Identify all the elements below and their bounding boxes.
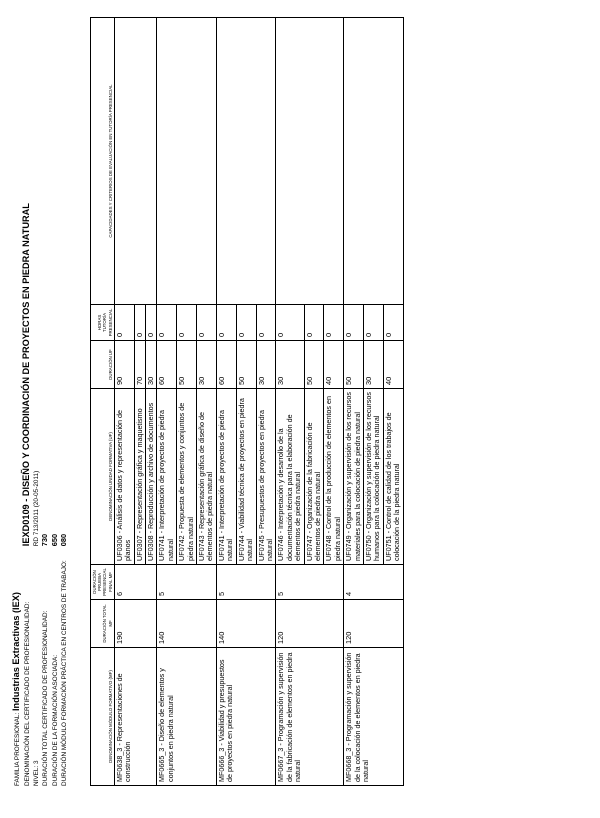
column-header-mf: DENOMINACIÓN MÓDULO FORMATIVO (MF) <box>91 648 115 786</box>
table-row <box>276 18 304 786</box>
module-name: MF0665_3 - Diseño de elementos y conjuntos en piedra natural <box>157 648 216 786</box>
unit-duration: 40 <box>324 341 344 389</box>
familia-value: Industrias Extractivas (IEX) <box>11 592 21 712</box>
module-final-test: 4 <box>344 565 403 600</box>
unit-name: UF0745 - Presupuestos de proyectos en piedra natural <box>256 389 276 565</box>
unit-tutoria: 0 <box>304 305 324 341</box>
column-header-duracion-mf: DURACIÓN TOTAL MF <box>91 600 115 648</box>
module-duration: 140 <box>216 600 275 648</box>
unit-duration: 50 <box>344 341 364 389</box>
unit-tutoria: 0 <box>383 305 403 341</box>
unit-tutoria: 0 <box>236 305 256 341</box>
duracion-modulo-line <box>60 26 69 786</box>
nivel-line <box>33 26 41 786</box>
module-name: MF0667_3 - Programación y supervisión de la fabricación de elementos en piedra natural <box>276 648 344 786</box>
unit-tutoria: 0 <box>177 305 197 341</box>
unit-name: UF0748 - Control de la producción de elementos en piedra natural <box>324 389 344 565</box>
column-header-uf: DENOMINACIÓN UNIDAD FORMATIVA (UF) <box>91 389 115 565</box>
unit-duration: 30 <box>256 341 276 389</box>
denominacion-line <box>22 26 32 786</box>
module-final-test: 6 <box>114 565 157 600</box>
unit-duration: 40 <box>383 341 403 389</box>
unit-name: UF0746 - Interpretación y desarrollo de la documentación técnica para la elaboración de elementos de piedra natural <box>276 389 304 565</box>
unit-tutoria: 0 <box>363 305 383 341</box>
module-final-test: 5 <box>157 565 216 600</box>
module-final-test: 5 <box>276 565 344 600</box>
modules-table-body <box>114 18 403 786</box>
module-duration: 190 <box>114 600 157 648</box>
module-final-test: 5 <box>216 565 275 600</box>
unit-name: UF0742 - Propuesta de elementos y conjuntos de piedra natural <box>177 389 197 565</box>
denominacion-label: DENOMINACIÓN DEL CERTIFICADO DE PROFESIONALIDAD: <box>24 601 32 786</box>
module-duration: 140 <box>157 600 216 648</box>
certificate-code: IEXD0109 <box>21 504 32 547</box>
unit-name: UF0307 - Representación gráfica y maquetismo <box>134 389 145 565</box>
unit-duration: 50 <box>304 341 324 389</box>
unit-tutoria: 0 <box>256 305 276 341</box>
module-name: MF0666_3 - Viabilidad y presupuestos de proyectos en piedra natural <box>216 648 275 786</box>
module-duration: 120 <box>344 600 403 648</box>
duracion-formacion-label: DURACIÓN DE LA FORMACIÓN ASOCIADA: <box>51 654 59 786</box>
table-row <box>216 18 236 786</box>
document-header <box>12 26 69 786</box>
capacidades-cell <box>114 18 157 305</box>
unit-tutoria: 0 <box>324 305 344 341</box>
nivel-value: RD 713/2011 (20-05-2011) <box>32 470 40 547</box>
column-header-prueba-presencial: DURACIÓN PRUEBA PRESENCIAL FINAL MF <box>91 565 115 600</box>
unit-duration: 30 <box>197 341 217 389</box>
capacidades-cell <box>344 18 403 305</box>
unit-duration: 60 <box>216 341 236 389</box>
unit-name: UF0744 - Viabilidad técnica de proyectos en piedra natural <box>236 389 256 565</box>
unit-tutoria: 0 <box>197 305 217 341</box>
unit-duration: 30 <box>276 341 304 389</box>
capacidades-cell <box>157 18 216 305</box>
module-name: MF0668_3 - Programación y supervisión de la colocación de elementos en piedra natural <box>344 648 403 786</box>
duracion-total-label: DURACIÓN TOTAL CERTIFICADO DE PROFESIONALIDAD: <box>42 610 50 786</box>
duracion-modulo-value: 080 <box>59 533 69 547</box>
certificate-title: - DISEÑO Y COORDINACIÓN DE PROYECTOS EN PIEDRA NATURAL <box>21 203 32 505</box>
unit-duration: 60 <box>157 341 177 389</box>
unit-tutoria: 0 <box>157 305 177 341</box>
unit-name: UF0747 - Organización de la fabricación de elementos de piedra natural <box>304 389 324 565</box>
unit-tutoria: 0 <box>134 305 145 341</box>
unit-duration: 30 <box>146 341 157 389</box>
unit-tutoria: 0 <box>146 305 157 341</box>
unit-name: UF0306 - Análisis de datos y representación de planos <box>114 389 134 565</box>
unit-duration: 50 <box>177 341 197 389</box>
module-duration: 120 <box>276 600 344 648</box>
unit-name: UF0743 - Representación gráfica de diseño de elementos de piedra natural <box>197 389 217 565</box>
unit-name: UF0751 - Control de calidad de los trabajos de colocación de la piedra natural <box>383 389 403 565</box>
unit-name: UF0741 - Interpretación de proyectos de piedra natural <box>157 389 177 565</box>
unit-duration: 30 <box>363 341 383 389</box>
unit-duration: 70 <box>134 341 145 389</box>
unit-tutoria: 0 <box>216 305 236 341</box>
unit-tutoria: 0 <box>276 305 304 341</box>
duracion-modulo-label: DURACIÓN MÓDULO FORMACIÓN PRÁCTICA EN CENTROS DE TRABAJO: <box>61 560 69 786</box>
duracion-total-line <box>41 26 50 786</box>
table-row <box>114 18 134 786</box>
unit-duration: 50 <box>236 341 256 389</box>
duracion-formacion-value: 650 <box>49 533 59 547</box>
table-row <box>344 18 364 786</box>
unit-name: UF0741 - Interpretación de proyectos de piedra natural <box>216 389 236 565</box>
unit-name: UF0308 - Reproducción y archivo de documentos <box>146 389 157 565</box>
unit-tutoria: 0 <box>344 305 364 341</box>
module-name: MF0638_3 - Representaciones de construcción <box>114 648 157 786</box>
unit-duration: 90 <box>114 341 134 389</box>
familia-label: FAMILIA PROFESIONAL: <box>14 712 21 786</box>
table-header-row <box>91 18 115 786</box>
unit-name: UF0750 - Organización y supervisión de los recursos humanos para la colocación de piedra natural <box>363 389 383 565</box>
column-header-duracion-uf: DURACIÓN UF <box>91 341 115 389</box>
table-row <box>157 18 177 786</box>
unit-name: UF0749 - Organización y supervisión de los recursos materiales para la colocación de piedra natural <box>344 389 364 565</box>
capacidades-cell <box>276 18 344 305</box>
capacidades-cell <box>216 18 275 305</box>
duracion-formacion-line <box>51 26 60 786</box>
column-header-horas-tutoria: HORAS TUTORÍA PRESENCIAL <box>91 305 115 341</box>
nivel-label: NIVEL: 3 <box>32 760 40 786</box>
unit-tutoria: 0 <box>114 305 134 341</box>
duracion-total-value: 730 <box>40 533 50 547</box>
column-header-capacidades: CAPACIDADES Y CRITERIOS DE EVALUACIÓN EN TUTORÍA PRESENCIAL <box>91 18 115 305</box>
modules-table <box>90 17 404 786</box>
